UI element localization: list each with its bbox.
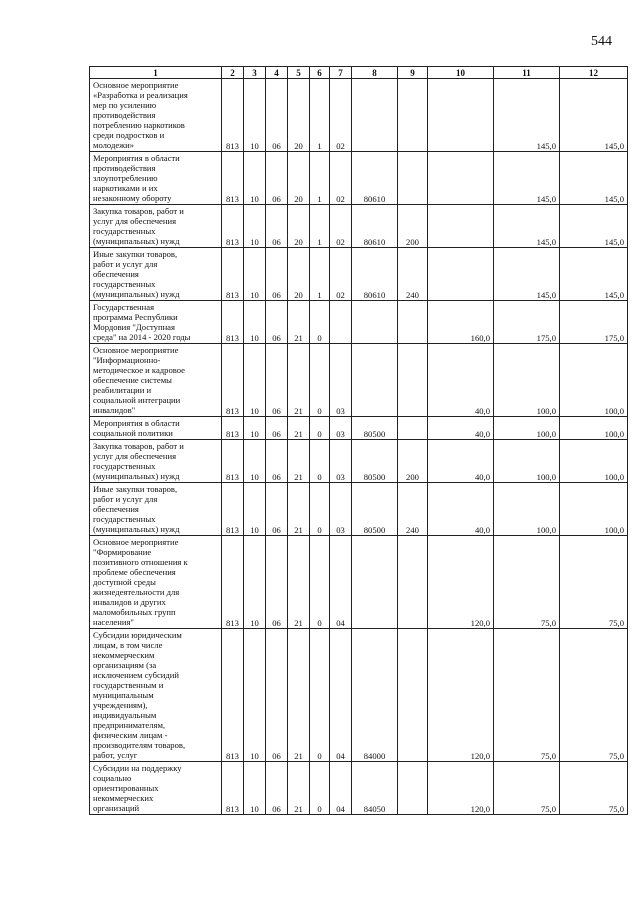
row-value-cell: 10 [244, 629, 266, 762]
row-name-cell: Иные закупки товаров, работ и услуг для обеспечения государственных (муниципальных) нужд [90, 483, 222, 536]
row-value-cell [352, 79, 398, 152]
row-value-cell: 813 [222, 344, 244, 417]
row-value-cell [398, 417, 428, 440]
row-value-cell: 813 [222, 79, 244, 152]
table-row [90, 536, 628, 629]
row-value-cell: 1 [310, 152, 330, 205]
row-value-cell: 03 [330, 483, 352, 536]
row-value-cell: 06 [266, 483, 288, 536]
table-row [90, 417, 628, 440]
row-value-cell: 0 [310, 417, 330, 440]
row-value-cell: 813 [222, 536, 244, 629]
row-value-cell: 100,0 [560, 417, 628, 440]
row-value-cell: 75,0 [560, 762, 628, 815]
table-row [90, 248, 628, 301]
row-name-cell: Основное мероприятие «Разработка и реализация мер по усилению противодействия потреблению наркотиков среди подростков и молодежи» [90, 79, 222, 152]
row-value-cell: 120,0 [428, 629, 494, 762]
row-value-cell [352, 301, 398, 344]
row-value-cell: 40,0 [428, 344, 494, 417]
row-value-cell: 100,0 [494, 440, 560, 483]
row-value-cell: 06 [266, 152, 288, 205]
row-value-cell: 06 [266, 301, 288, 344]
row-name-cell: Закупка товаров, работ и услуг для обеспечения государственных (муниципальных) нужд [90, 205, 222, 248]
row-name-cell: Мероприятия в области противодействия злоупотреблению наркотиками и их незаконному обороту [90, 152, 222, 205]
row-value-cell: 03 [330, 344, 352, 417]
row-value-cell: 80610 [352, 205, 398, 248]
row-value-cell: 10 [244, 344, 266, 417]
row-value-cell [398, 152, 428, 205]
row-value-cell: 0 [310, 762, 330, 815]
col-header: 5 [288, 67, 310, 79]
row-value-cell: 75,0 [494, 762, 560, 815]
col-header: 10 [428, 67, 494, 79]
col-header: 1 [90, 67, 222, 79]
budget-table [89, 66, 628, 815]
row-value-cell [428, 205, 494, 248]
row-value-cell: 20 [288, 152, 310, 205]
row-value-cell: 10 [244, 417, 266, 440]
row-value-cell: 06 [266, 536, 288, 629]
row-value-cell: 145,0 [560, 205, 628, 248]
table-row [90, 762, 628, 815]
row-value-cell: 06 [266, 248, 288, 301]
row-value-cell: 145,0 [494, 248, 560, 301]
row-value-cell: 0 [310, 344, 330, 417]
row-value-cell: 75,0 [494, 536, 560, 629]
row-name-cell: Закупка товаров, работ и услуг для обеспечения государственных (муниципальных) нужд [90, 440, 222, 483]
row-value-cell: 813 [222, 152, 244, 205]
row-value-cell: 21 [288, 483, 310, 536]
row-value-cell: 100,0 [494, 483, 560, 536]
row-value-cell: 100,0 [560, 440, 628, 483]
row-value-cell: 04 [330, 762, 352, 815]
header-row [90, 67, 628, 79]
row-value-cell: 10 [244, 762, 266, 815]
row-name-cell: Мероприятия в области социальной политики [90, 417, 222, 440]
row-value-cell [428, 152, 494, 205]
row-value-cell [398, 344, 428, 417]
row-value-cell: 0 [310, 629, 330, 762]
row-value-cell: 120,0 [428, 536, 494, 629]
row-value-cell [398, 301, 428, 344]
col-header: 12 [560, 67, 628, 79]
row-value-cell: 160,0 [428, 301, 494, 344]
row-value-cell: 200 [398, 440, 428, 483]
row-value-cell: 10 [244, 536, 266, 629]
row-value-cell: 21 [288, 536, 310, 629]
row-value-cell [428, 79, 494, 152]
row-value-cell: 21 [288, 629, 310, 762]
row-value-cell: 100,0 [494, 417, 560, 440]
row-value-cell: 145,0 [560, 79, 628, 152]
col-header: 9 [398, 67, 428, 79]
row-value-cell: 21 [288, 762, 310, 815]
row-value-cell: 813 [222, 483, 244, 536]
row-value-cell: 20 [288, 205, 310, 248]
row-name-cell: Основное мероприятие "Формирование позитивного отношения к проблеме обеспечения доступной среды жизнедеятельности для инвалидов и других маломобильных групп населения" [90, 536, 222, 629]
row-value-cell [398, 536, 428, 629]
row-value-cell: 813 [222, 205, 244, 248]
row-value-cell: 06 [266, 205, 288, 248]
row-value-cell [428, 248, 494, 301]
page-number: 544 [591, 34, 612, 49]
row-value-cell: 21 [288, 417, 310, 440]
row-value-cell: 0 [310, 440, 330, 483]
row-value-cell: 06 [266, 629, 288, 762]
row-value-cell: 10 [244, 301, 266, 344]
row-value-cell: 175,0 [560, 301, 628, 344]
row-value-cell: 813 [222, 301, 244, 344]
row-value-cell: 02 [330, 152, 352, 205]
row-value-cell [398, 79, 428, 152]
row-value-cell: 80610 [352, 248, 398, 301]
row-value-cell: 0 [310, 483, 330, 536]
row-value-cell: 813 [222, 248, 244, 301]
row-name-cell: Основное мероприятие "Информационно- методическое и кадровое обеспечение системы реабилитации и социальной интеграции инвалидов" [90, 344, 222, 417]
table-row [90, 79, 628, 152]
row-value-cell: 02 [330, 248, 352, 301]
row-value-cell: 120,0 [428, 762, 494, 815]
row-value-cell: 06 [266, 344, 288, 417]
row-value-cell: 100,0 [560, 344, 628, 417]
row-value-cell: 0 [310, 536, 330, 629]
row-value-cell [398, 629, 428, 762]
row-value-cell: 145,0 [560, 248, 628, 301]
row-value-cell: 21 [288, 344, 310, 417]
row-value-cell: 02 [330, 205, 352, 248]
row-value-cell: 813 [222, 417, 244, 440]
row-value-cell: 813 [222, 629, 244, 762]
row-name-cell: Субсидии юридическим лицам, в том числе некоммерческим организациям (за исключением субсидий государственным и муниципальным учреждениям), индивидуальным предпринимателям, физическим лицам - производителям товаров, работ, услуг [90, 629, 222, 762]
row-value-cell: 84000 [352, 629, 398, 762]
row-value-cell: 80500 [352, 440, 398, 483]
row-value-cell: 1 [310, 79, 330, 152]
row-value-cell: 84050 [352, 762, 398, 815]
col-header: 2 [222, 67, 244, 79]
row-value-cell: 80500 [352, 417, 398, 440]
col-header: 8 [352, 67, 398, 79]
row-value-cell: 04 [330, 629, 352, 762]
row-value-cell: 06 [266, 79, 288, 152]
row-value-cell: 100,0 [560, 483, 628, 536]
row-value-cell: 04 [330, 536, 352, 629]
row-value-cell [352, 536, 398, 629]
row-name-cell: Иные закупки товаров, работ и услуг для обеспечения государственных (муниципальных) нужд [90, 248, 222, 301]
col-header: 6 [310, 67, 330, 79]
row-value-cell: 40,0 [428, 440, 494, 483]
col-header: 4 [266, 67, 288, 79]
row-name-cell: Государственная программа Республики Мордовия "Доступная среда" на 2014 - 2020 годы [90, 301, 222, 344]
row-value-cell: 10 [244, 205, 266, 248]
row-value-cell: 813 [222, 762, 244, 815]
row-value-cell: 21 [288, 301, 310, 344]
row-value-cell: 145,0 [494, 79, 560, 152]
col-header: 7 [330, 67, 352, 79]
row-value-cell: 10 [244, 79, 266, 152]
col-header: 3 [244, 67, 266, 79]
row-value-cell: 75,0 [560, 629, 628, 762]
row-value-cell: 75,0 [560, 536, 628, 629]
row-value-cell: 06 [266, 762, 288, 815]
table-row [90, 440, 628, 483]
table-row [90, 483, 628, 536]
row-value-cell [330, 301, 352, 344]
row-value-cell: 145,0 [560, 152, 628, 205]
row-value-cell: 200 [398, 205, 428, 248]
row-value-cell: 40,0 [428, 483, 494, 536]
row-value-cell: 75,0 [494, 629, 560, 762]
row-value-cell: 10 [244, 152, 266, 205]
row-value-cell: 21 [288, 440, 310, 483]
row-value-cell: 40,0 [428, 417, 494, 440]
row-value-cell: 145,0 [494, 205, 560, 248]
row-value-cell: 06 [266, 440, 288, 483]
row-value-cell: 80610 [352, 152, 398, 205]
row-value-cell: 145,0 [494, 152, 560, 205]
row-value-cell: 10 [244, 483, 266, 536]
table-row [90, 152, 628, 205]
row-value-cell: 20 [288, 79, 310, 152]
row-value-cell: 10 [244, 248, 266, 301]
row-value-cell: 0 [310, 301, 330, 344]
row-value-cell: 03 [330, 440, 352, 483]
table-row [90, 301, 628, 344]
row-value-cell: 03 [330, 417, 352, 440]
row-value-cell: 240 [398, 248, 428, 301]
row-value-cell: 100,0 [494, 344, 560, 417]
row-value-cell: 80500 [352, 483, 398, 536]
row-value-cell [352, 344, 398, 417]
row-value-cell: 1 [310, 205, 330, 248]
row-value-cell: 813 [222, 440, 244, 483]
row-value-cell: 240 [398, 483, 428, 536]
row-value-cell: 20 [288, 248, 310, 301]
row-value-cell: 02 [330, 79, 352, 152]
table-row [90, 629, 628, 762]
row-value-cell: 1 [310, 248, 330, 301]
table-row [90, 205, 628, 248]
row-value-cell: 10 [244, 440, 266, 483]
row-value-cell [398, 762, 428, 815]
row-value-cell: 06 [266, 417, 288, 440]
col-header: 11 [494, 67, 560, 79]
row-name-cell: Субсидии на поддержку социально ориентированных некоммерческих организаций [90, 762, 222, 815]
table-row [90, 344, 628, 417]
row-value-cell: 175,0 [494, 301, 560, 344]
